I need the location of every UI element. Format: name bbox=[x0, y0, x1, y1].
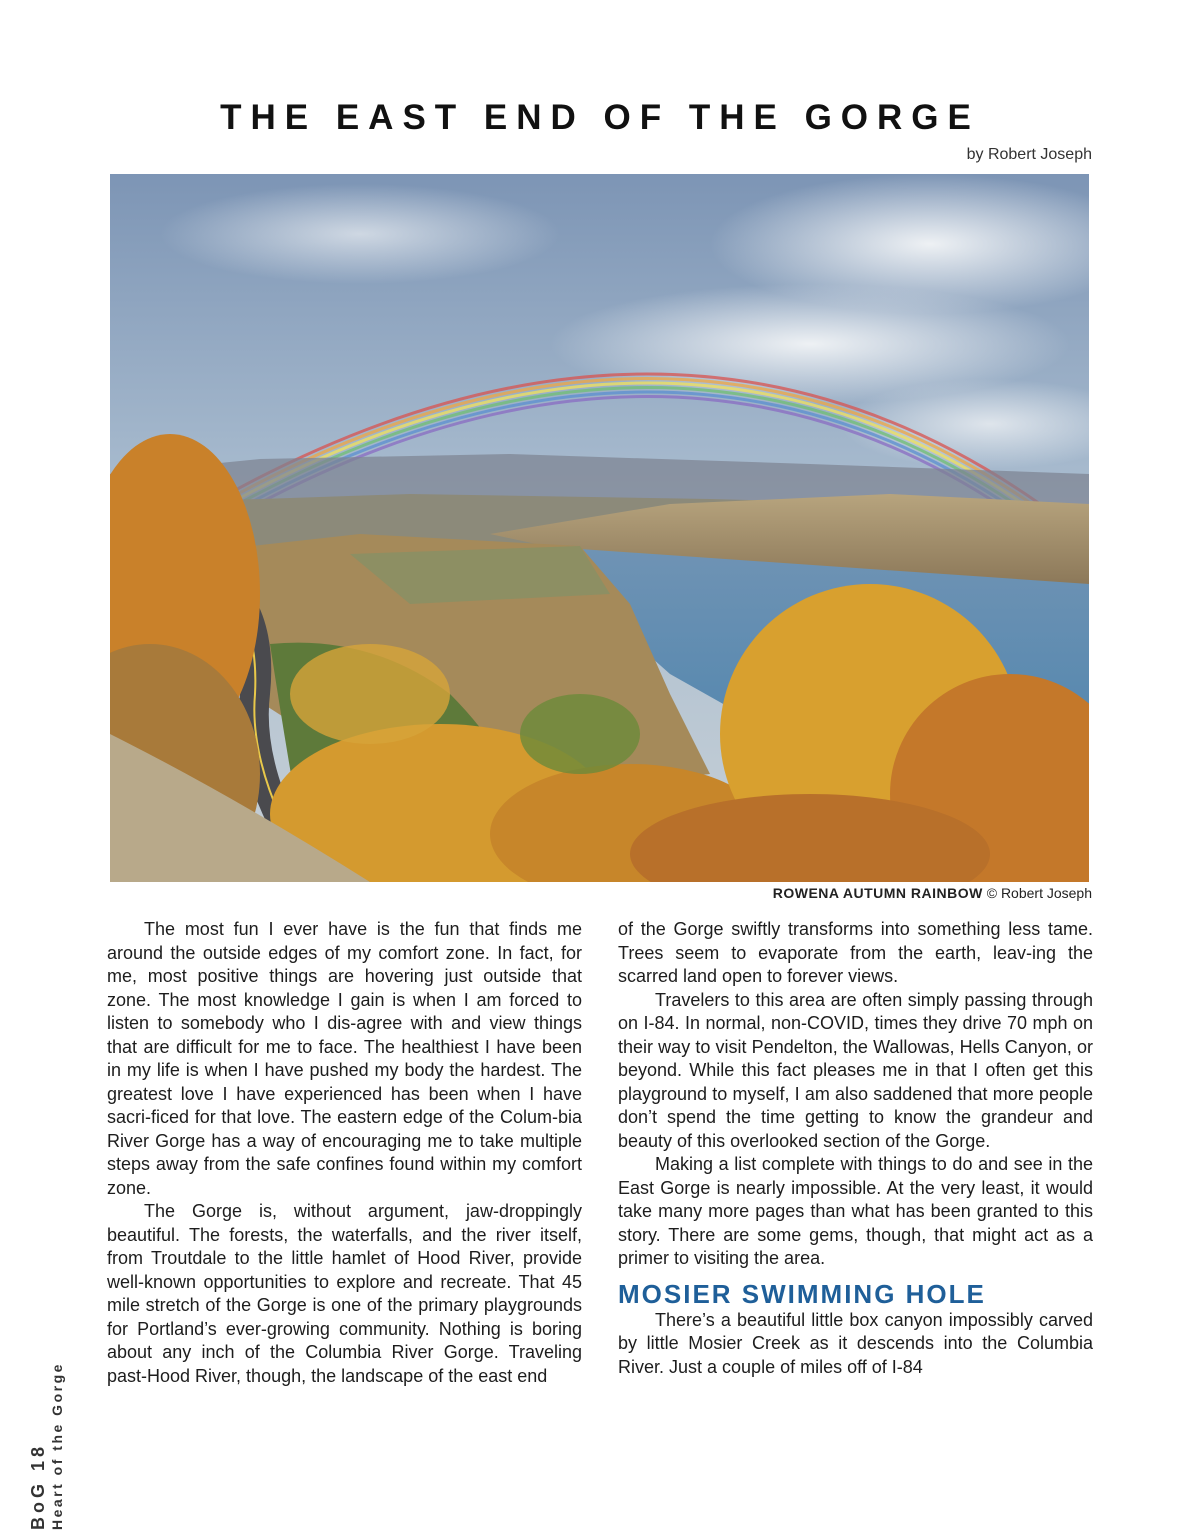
paragraph-4: Making a list complete with things to do and see in the East Gorge is nearly impossible. At the very least, it would take many more pages than what has been granted to this story. There are some gems, though, that might act as a primer to visiting the area. bbox=[618, 1154, 1093, 1268]
caption-title: ROWENA AUTUMN RAINBOW bbox=[772, 885, 983, 901]
paragraph-3: Travelers to this area are often simply passing through on I-84. In normal, non-COVID, times they drive 70 mph on their way to visit Pendelton, the Wallowas, Hells Canyon, or beyond. While this fact pleases me in that I often get this playground to myself, I am also saddened that more people don’t spend the time getting to know the grandeur and beauty of this overlooked section of the Gorge. bbox=[618, 989, 1093, 1151]
column-left bbox=[107, 918, 582, 1388]
caption-credit: © Robert Joseph bbox=[982, 885, 1092, 901]
column-right bbox=[618, 918, 1093, 1379]
rainbow-landscape-image bbox=[110, 174, 1089, 882]
byline: by Robert Joseph bbox=[966, 146, 1092, 163]
article-title: THE EAST END OF THE GORGE bbox=[220, 98, 980, 137]
paragraph-1: The most fun I ever have is the fun that finds me around the outside edges of my comfort zone. In fact, for me, most positive things are hovering just outside that zone. The most knowledge I gain is when I am forced to listen to somebody who I dis-agree with and view things that are difficult for me to face. The healthiest I have been in my life is when I have pushed my body the hardest. The greatest love I have experienced has been when I have sacri-ficed for that love. The eastern edge of the Colum-bia River Gorge has a way of encouraging me to take multiple steps away from the safe confines found within my comfort zone. bbox=[107, 919, 582, 1198]
paragraph-2: The Gorge is, without argument, jaw-droppingly beautiful. The forests, the waterfalls, and the river itself, from Troutdale to the little hamlet of Hood River, provide well-known opportunities to explore and recreate. That 45 mile stretch of the Gorge is one of the primary playgrounds for Portland’s ever-growing community. Nothing is boring about any inch of the Columbia River Gorge. Traveling past-Hood River, though, the landscape of the east end bbox=[107, 1201, 582, 1386]
paragraph-5: There’s a beautiful little box canyon impossibly carved by little Mosier Creek as it descends into the Columbia River. Just a couple of miles off of I-84 bbox=[618, 1309, 1093, 1377]
photo-caption bbox=[773, 885, 1092, 901]
landscape-photo bbox=[110, 174, 1089, 882]
page-sidebar bbox=[28, 1110, 65, 1530]
section-heading: MOSIER SWIMMING HOLE bbox=[618, 1278, 986, 1309]
page-number: BoG 18 bbox=[28, 1442, 48, 1530]
section-label: Heart of the Gorge bbox=[49, 1362, 65, 1530]
paragraph-2-continued: of the Gorge swiftly transforms into something less tame. Trees seem to evaporate from the earth, leav-ing the scarred land open to forever views. bbox=[618, 919, 1093, 986]
